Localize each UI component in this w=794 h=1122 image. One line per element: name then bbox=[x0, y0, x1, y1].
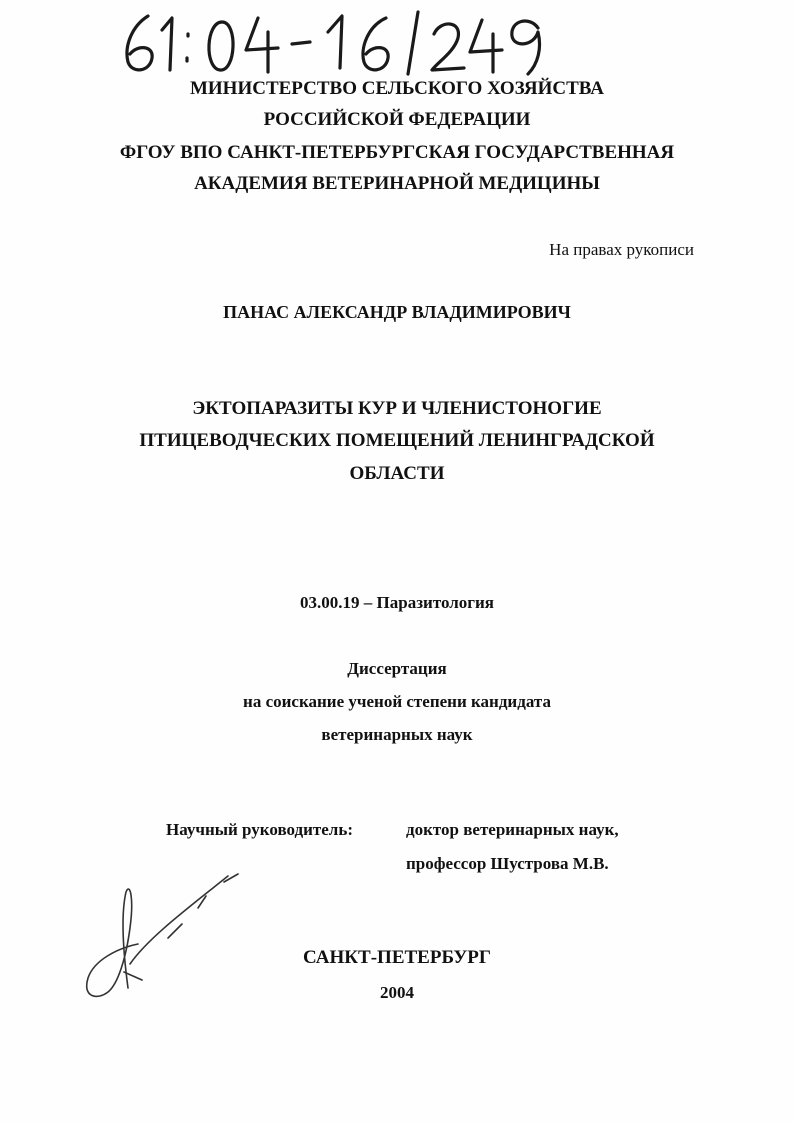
title-line-3: ОБЛАСТИ bbox=[349, 463, 445, 484]
ministry-line-1: МИНИСТЕРСТВО СЕЛЬСКОГО ХОЗЯЙСТВА bbox=[189, 78, 605, 99]
ministry-line-2: РОССИЙСКОЙ ФЕДЕРАЦИИ bbox=[263, 109, 531, 130]
handwritten-number-drawing bbox=[118, 8, 548, 76]
handwritten-catalog-number bbox=[118, 8, 548, 76]
institution-line-1: ФГОУ ВПО САНКТ-ПЕТЕРБУРГСКАЯ ГОСУДАРСТВЕННАЯ bbox=[119, 142, 675, 163]
dissertation-line-1: Диссертация bbox=[347, 659, 447, 678]
title-line-2: ПТИЦЕВОДЧЕСКИХ ПОМЕЩЕНИЙ ЛЕНИНГРАДСКОЙ bbox=[139, 430, 655, 451]
author-name: ПАНАС АЛЕКСАНДР ВЛАДИМИРОВИЧ bbox=[223, 302, 571, 322]
institution-line-2: АКАДЕМИЯ ВЕТЕРИНАРНОЙ МЕДИЦИНЫ bbox=[194, 173, 600, 194]
year: 2004 bbox=[380, 983, 414, 1002]
rights-note: На правах рукописи bbox=[549, 240, 694, 259]
supervisor-label: Научный руководитель: bbox=[166, 820, 353, 839]
supervisor-degree: доктор ветеринарных наук, bbox=[406, 820, 619, 839]
dissertation-line-3: ветеринарных наук bbox=[321, 725, 473, 744]
supervisor-name: профессор Шустрова М.В. bbox=[406, 854, 609, 873]
city: САНКТ-ПЕТЕРБУРГ bbox=[303, 947, 491, 968]
title-line-1: ЭКТОПАРАЗИТЫ КУР И ЧЛЕНИСТОНОГИЕ bbox=[192, 398, 602, 419]
dissertation-line-2: на соискание ученой степени кандидата bbox=[243, 692, 551, 711]
specialty: 03.00.19 – Паразитология bbox=[300, 593, 494, 612]
